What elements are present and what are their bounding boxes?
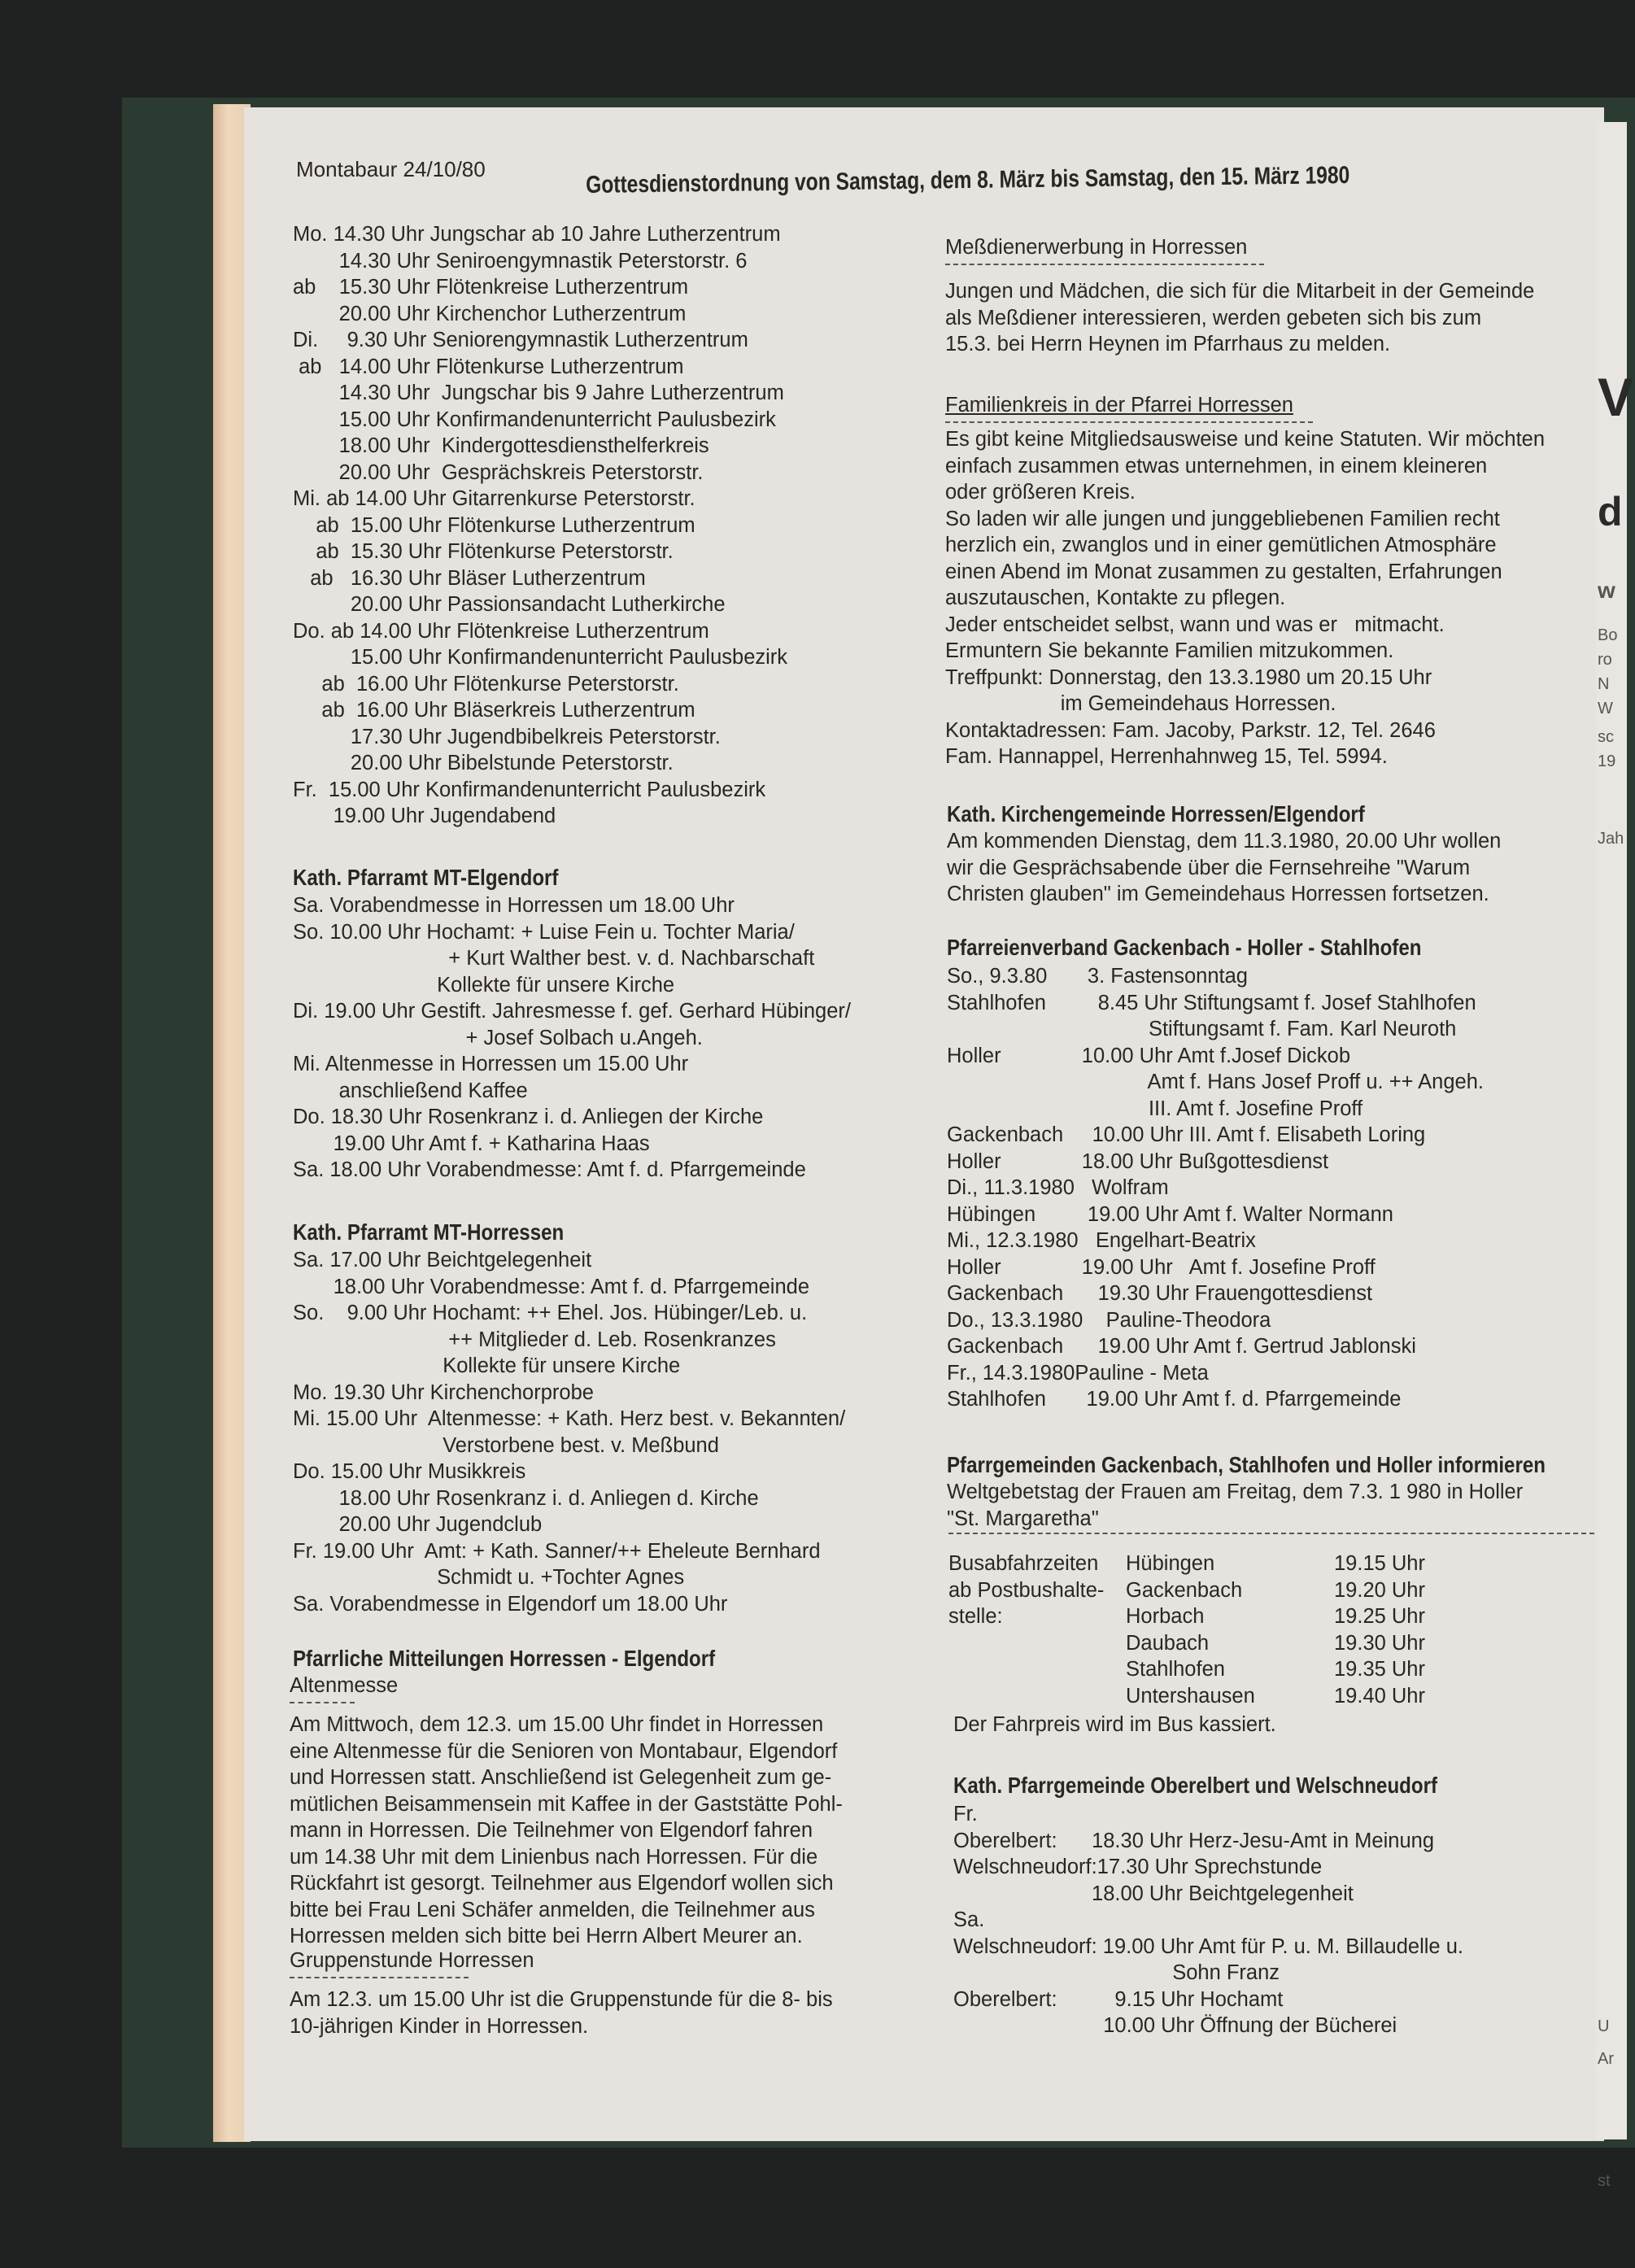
text-line: Daubach bbox=[1126, 1631, 1210, 1655]
text-line: Gackenbach 19.00 Uhr Amt f. Gertrud Jablonski bbox=[947, 1335, 1416, 1358]
text-line: So laden wir alle jungen und junggebliebenen Familien recht bbox=[945, 507, 1500, 530]
dashed-rule bbox=[945, 264, 1264, 265]
section-heading-horressen: Kath. Pfarramt MT-Horressen bbox=[293, 1219, 565, 1245]
text-line: einen Abend im Monat zusammen zu gestalten, Erfahrungen bbox=[945, 560, 1502, 583]
text-line: Gackenbach 10.00 Uhr III. Amt f. Elisabeth Loring bbox=[947, 1123, 1426, 1146]
text-line: 19.40 Uhr bbox=[1334, 1684, 1425, 1708]
text-line: Fr. 19.00 Uhr Amt: + Kath. Sanner/++ Eheleute Bernhard bbox=[293, 1539, 821, 1563]
text-line: Holler 19.00 Uhr Amt f. Josefine Proff bbox=[947, 1255, 1376, 1279]
text-line: ab 15.30 Uhr Flötenkurse Peterstorstr. bbox=[293, 540, 674, 563]
text-line: auszutauschen, Kontakte zu pflegen. bbox=[945, 587, 1286, 609]
familienkreis-text bbox=[945, 426, 1545, 770]
altenmesse-text bbox=[290, 1712, 843, 1950]
fragment-text: sc bbox=[1598, 728, 1614, 746]
text-line: Holler 18.00 Uhr Bußgottesdienst bbox=[947, 1149, 1329, 1173]
text-line: Mo. 14.30 Uhr Jungschar ab 10 Jahre Lutherzentrum bbox=[293, 223, 781, 246]
text-line: Sa. Vorabendmesse in Horressen um 18.00 Uhr bbox=[293, 894, 735, 917]
fragment-text: 19 bbox=[1598, 752, 1616, 770]
text-line: Verstorbene best. v. Meßbund bbox=[293, 1433, 719, 1457]
text-line: Sa. 17.00 Uhr Beichtgelegenheit bbox=[293, 1249, 592, 1271]
text-line: Untershausen bbox=[1126, 1684, 1255, 1708]
section-heading-messdiener: Meßdienerwerbung in Horressen bbox=[945, 236, 1248, 259]
elgendorf-schedule bbox=[293, 892, 851, 1184]
text-line: oder größeren Kreis. bbox=[945, 481, 1136, 504]
section-heading-kirchengemeinde: Kath. Kirchengemeinde Horressen/Elgendorf bbox=[947, 801, 1365, 827]
fragment-text: Bo bbox=[1598, 626, 1618, 644]
archive-stamp: Montabaur 24/10/80 bbox=[296, 157, 486, 181]
messdiener-text bbox=[945, 278, 1534, 358]
text-line: ab Postbushalte- bbox=[948, 1578, 1105, 1602]
text-line: Es gibt keine Mitgliedsausweise und keine Statuten. Wir möchten bbox=[945, 428, 1546, 451]
text-line: 19.00 Uhr Amt f. + Katharina Haas bbox=[293, 1132, 650, 1155]
text-line: Schmidt u. +Tochter Agnes bbox=[293, 1566, 685, 1589]
text-line: 19.35 Uhr bbox=[1334, 1658, 1425, 1681]
text-line: 20.00 Uhr Bibelstunde Peterstorstr. bbox=[293, 752, 674, 774]
text-line: 20.00 Uhr Passionsandacht Lutherkirche bbox=[293, 593, 726, 616]
text-line: 19.25 Uhr bbox=[1334, 1605, 1425, 1628]
text-line: mann in Horressen. Die Teilnehmer von Elgendorf fahren bbox=[290, 1819, 813, 1842]
text-line: Welschneudorf: 19.00 Uhr Amt für P. u. M. Billaudelle u. bbox=[953, 1934, 1463, 1958]
text-line: im Gemeindehaus Horressen. bbox=[945, 692, 1336, 715]
text-line: Hübingen bbox=[1126, 1552, 1215, 1575]
text-line: Rückfahrt ist gesorgt. Teilnehmer aus Elgendorf wollen sich bbox=[290, 1872, 834, 1895]
text-line: Do. 15.00 Uhr Musikkreis bbox=[293, 1460, 526, 1483]
text-line: 18.00 Uhr Rosenkranz i. d. Anliegen d. Kirche bbox=[293, 1486, 759, 1510]
text-line: 14.30 Uhr Seniroengymnastik Peterstorstr. 6 bbox=[293, 249, 748, 273]
dashed-rule bbox=[290, 1702, 355, 1703]
text-line: 20.00 Uhr Gesprächskreis Peterstorstr. bbox=[293, 460, 704, 484]
text-line: 20.00 Uhr Jugendclub bbox=[293, 1513, 543, 1536]
text-line: Kollekte für unsere Kirche bbox=[293, 1354, 681, 1377]
text-line: So. 9.00 Uhr Hochamt: ++ Ehel. Jos. Hübinger/Leb. u. bbox=[293, 1302, 808, 1324]
text-line: III. Amt f. Josefine Proff bbox=[947, 1097, 1363, 1120]
horressen-schedule bbox=[293, 1247, 845, 1617]
text-line: wir die Gesprächsabende über die Fernsehreihe "Warum bbox=[947, 856, 1471, 879]
text-line: anschließend Kaffee bbox=[293, 1079, 528, 1102]
fragment-text: Ar bbox=[1598, 2050, 1614, 2068]
text-line: Stiftungsamt f. Fam. Karl Neuroth bbox=[947, 1018, 1457, 1040]
text-line: Hübingen 19.00 Uhr Amt f. Walter Normann bbox=[947, 1202, 1393, 1226]
fragment-text: N bbox=[1598, 675, 1610, 693]
dashed-rule bbox=[945, 421, 1313, 423]
text-line: 19.20 Uhr bbox=[1334, 1578, 1425, 1602]
text-line: ++ Mitglieder d. Leb. Rosenkranzes bbox=[293, 1328, 776, 1351]
text-line: Mi., 12.3.1980 Engelhart-Beatrix bbox=[947, 1229, 1256, 1252]
text-line: mütlichen Beisammensein mit Kaffee in der Gaststätte Pohl- bbox=[290, 1792, 843, 1816]
gruppenstunde-text bbox=[290, 1987, 833, 2039]
verband-schedule bbox=[947, 963, 1484, 1413]
text-line: Am Mittwoch, dem 12.3. um 15.00 Uhr findet in Horressen bbox=[290, 1713, 824, 1736]
text-line: Gackenbach bbox=[1126, 1578, 1243, 1602]
fragment-text: W bbox=[1598, 700, 1613, 717]
text-line: Jeder entscheidet selbst, wann und was er mitmacht. bbox=[945, 613, 1445, 636]
text-line: Kollekte für unsere Kirche bbox=[293, 973, 675, 997]
text-line: Holler 10.00 Uhr Amt f.Josef Dickob bbox=[947, 1044, 1351, 1067]
text-line: ab 15.00 Uhr Flötenkurse Lutherzentrum bbox=[293, 513, 695, 537]
text-line: als Meßdiener interessieren, werden gebeten sich bis zum bbox=[945, 306, 1482, 329]
text-line: 19.30 Uhr bbox=[1334, 1631, 1425, 1655]
text-line: ab 15.30 Uhr Flötenkreise Lutherzentrum bbox=[293, 276, 689, 299]
fare-note: Der Fahrpreis wird im Bus kassiert. bbox=[953, 1713, 1276, 1736]
text-line: 18.00 Uhr Vorabendmesse: Amt f. d. Pfarrgemeinde bbox=[293, 1275, 809, 1298]
subheading-gruppenstunde: Gruppenstunde Horressen bbox=[290, 1949, 534, 1972]
bus-places bbox=[1126, 1551, 1255, 1709]
text-line: 15.3. bei Herrn Heynen im Pfarrhaus zu melden. bbox=[945, 333, 1391, 355]
text-line: + Josef Solbach u.Angeh. bbox=[293, 1026, 703, 1049]
text-line: Mi. 15.00 Uhr Altenmesse: + Kath. Herz best. v. Bekannten/ bbox=[293, 1407, 846, 1430]
text-line: Stahlhofen bbox=[1126, 1658, 1225, 1681]
text-line: Sohn Franz bbox=[953, 1961, 1280, 1984]
text-line: 15.00 Uhr Konfirmandenunterricht Paulusbezirk bbox=[293, 646, 788, 669]
text-line: Christen glauben" im Gemeindehaus Horressen fortsetzen. bbox=[947, 883, 1489, 905]
text-line: "St. Margaretha" bbox=[947, 1507, 1099, 1530]
text-line: 20.00 Uhr Kirchenchor Lutherzentrum bbox=[293, 302, 687, 325]
text-line: 19.15 Uhr bbox=[1334, 1552, 1425, 1575]
weltgebetstag-text bbox=[947, 1479, 1523, 1532]
text-line: Di., 11.3.1980 Wolfram bbox=[947, 1176, 1169, 1199]
fragment-letter: V bbox=[1598, 367, 1634, 427]
fragment-text: ro bbox=[1598, 651, 1612, 669]
bus-times bbox=[1334, 1551, 1425, 1709]
text-line: Di. 9.30 Uhr Seniorengymnastik Lutherzentrum bbox=[293, 329, 748, 351]
text-line: Ermuntern Sie bekannte Familien mitzukommen. bbox=[945, 639, 1394, 662]
text-line: 18.00 Uhr Beichtgelegenheit bbox=[953, 1882, 1354, 1905]
text-line: um 14.38 Uhr mit dem Linienbus nach Horressen. Für die bbox=[290, 1845, 818, 1869]
fragment-letter: d bbox=[1598, 489, 1623, 534]
section-heading-familienkreis: Familienkreis in der Pfarrei Horressen bbox=[945, 394, 1293, 417]
text-line: stelle: bbox=[948, 1605, 1003, 1628]
text-line: Weltgebetstag der Frauen am Freitag, dem 7.3. 1 980 in Holler bbox=[947, 1481, 1524, 1503]
bus-label bbox=[948, 1551, 1104, 1630]
text-line: Stahlhofen 19.00 Uhr Amt f. d. Pfarrgemeinde bbox=[947, 1388, 1402, 1411]
text-line: Am 12.3. um 15.00 Uhr ist die Gruppenstunde für die 8- bis bbox=[290, 1988, 833, 2011]
fragment-text: Jah bbox=[1598, 830, 1624, 848]
text-line: bitte bei Frau Leni Schäfer anmelden, die Teilnehmer aus bbox=[290, 1898, 815, 1921]
fragment-text: U bbox=[1598, 2017, 1610, 2035]
text-line: Do. ab 14.00 Uhr Flötenkreise Lutherzentrum bbox=[293, 619, 709, 643]
text-line: ab 16.30 Uhr Bläser Lutherzentrum bbox=[293, 566, 646, 590]
text-line: Horressen melden sich bitte bei Herrn Albert Meurer an. bbox=[290, 1925, 803, 1947]
text-line: Fr. bbox=[953, 1803, 978, 1825]
text-line: Fr., 14.3.1980Pauline - Meta bbox=[947, 1361, 1209, 1385]
text-line: ab 16.00 Uhr Flötenkurse Peterstorstr. bbox=[293, 672, 679, 696]
text-line: Mi. Altenmesse in Horressen um 15.00 Uhr bbox=[293, 1053, 689, 1075]
text-line: 10-jährigen Kinder in Horressen. bbox=[290, 2014, 589, 2038]
text-line: Sa. Vorabendmesse in Elgendorf um 18.00 Uhr bbox=[293, 1592, 728, 1616]
text-line: Sa. 18.00 Uhr Vorabendmesse: Amt f. d. Pfarrgemeinde bbox=[293, 1158, 806, 1181]
text-line: 10.00 Uhr Öffnung der Bücherei bbox=[953, 2014, 1397, 2037]
section-heading-mitteilungen: Pfarrliche Mitteilungen Horressen - Elgendorf bbox=[293, 1646, 716, 1671]
text-line: Do., 13.3.1980 Pauline-Theodora bbox=[947, 1308, 1271, 1332]
fragment-text: w bbox=[1598, 578, 1615, 603]
text-line: Sa. bbox=[953, 1908, 985, 1931]
text-line: 17.30 Uhr Jugendbibelkreis Peterstorstr. bbox=[293, 725, 721, 748]
oberelbert-schedule bbox=[953, 1801, 1463, 2039]
text-line: ab 14.00 Uhr Flötenkurse Lutherzentrum bbox=[293, 355, 684, 378]
text-line: einfach zusammen etwas unternehmen, in einem kleineren bbox=[945, 454, 1488, 478]
text-line: So. 10.00 Uhr Hochamt: + Luise Fein u. Tochter Maria/ bbox=[293, 920, 795, 944]
text-line: Treffpunkt: Donnerstag, den 13.3.1980 um 20.15 Uhr bbox=[945, 665, 1432, 689]
text-line: Amt f. Hans Josef Proff u. ++ Angeh. bbox=[947, 1071, 1484, 1093]
text-line: Do. 18.30 Uhr Rosenkranz i. d. Anliegen der Kirche bbox=[293, 1106, 764, 1128]
text-line: So., 9.3.80 3. Fastensonntag bbox=[947, 965, 1248, 988]
text-line: Am kommenden Dienstag, dem 11.3.1980, 20.00 Uhr wollen bbox=[947, 830, 1502, 853]
section-heading-elgendorf: Kath. Pfarramt MT-Elgendorf bbox=[293, 865, 559, 890]
text-line: herzlich ein, zwanglos und in einer gemütlichen Atmosphäre bbox=[945, 534, 1497, 556]
weekly-schedule bbox=[293, 221, 787, 830]
text-line: 15.00 Uhr Konfirmandenunterricht Paulusbezirk bbox=[293, 408, 776, 431]
text-line: Welschneudorf:17.30 Uhr Sprechstunde bbox=[953, 1856, 1323, 1878]
text-line: Fr. 15.00 Uhr Konfirmandenunterricht Paulusbezirk bbox=[293, 778, 766, 801]
text-line: 19.00 Uhr Jugendabend bbox=[293, 805, 556, 827]
text-line: Gackenbach 19.30 Uhr Frauengottesdienst bbox=[947, 1282, 1373, 1305]
text-line: Oberelbert: 9.15 Uhr Hochamt bbox=[953, 1987, 1284, 2011]
adjacent-page-fragment bbox=[1596, 122, 1634, 2190]
text-line: 14.30 Uhr Jungschar bis 9 Jahre Lutherzentrum bbox=[293, 382, 784, 404]
text-line: Oberelbert: 18.30 Uhr Herz-Jesu-Amt in Meinung bbox=[953, 1829, 1434, 1852]
text-line: Kontaktadressen: Fam. Jacoby, Parkstr. 12, Tel. 2646 bbox=[945, 718, 1436, 742]
section-heading-verband: Pfarreienverband Gackenbach - Holler - Stahlhofen bbox=[947, 935, 1422, 960]
dashed-rule bbox=[290, 1977, 469, 1978]
text-line: Stahlhofen 8.45 Uhr Stiftungsamt f. Josef Stahlhofen bbox=[947, 991, 1476, 1014]
subheading-altenmesse: Altenmesse bbox=[290, 1674, 399, 1697]
text-line: ab 16.00 Uhr Bläserkreis Lutherzentrum bbox=[293, 699, 695, 722]
text-line: Busabfahrzeiten bbox=[948, 1552, 1099, 1575]
text-line: Di. 19.00 Uhr Gestift. Jahresmesse f. gef. Gerhard Hübinger/ bbox=[293, 1000, 851, 1023]
fragment-text: st bbox=[1598, 2172, 1611, 2190]
page-title: Gottesdienstordnung von Samstag, dem 8. März bis Samstag, den 15. März 1980 bbox=[585, 162, 1350, 198]
text-line: eine Altenmesse für die Senioren von Montabaur, Elgendorf bbox=[290, 1739, 838, 1763]
text-line: Fam. Hannappel, Herrenhahnweg 15, Tel. 5994. bbox=[945, 745, 1388, 768]
dashed-rule bbox=[948, 1533, 1594, 1534]
kirchengemeinde-text bbox=[947, 828, 1501, 908]
text-line: Mi. ab 14.00 Uhr Gitarrenkurse Peterstorstr. bbox=[293, 487, 695, 510]
section-heading-oberelbert: Kath. Pfarrgemeinde Oberelbert und Welschneudorf bbox=[953, 1773, 1437, 1798]
text-line: und Horressen statt. Anschließend ist Gelegenheit zum ge- bbox=[290, 1766, 832, 1789]
text-line: Horbach bbox=[1126, 1605, 1205, 1628]
text-line: 18.00 Uhr Kindergottesdiensthelferkreis bbox=[293, 434, 709, 457]
text-line: Mo. 19.30 Uhr Kirchenchorprobe bbox=[293, 1380, 594, 1404]
text-line: Jungen und Mädchen, die sich für die Mitarbeit in der Gemeinde bbox=[945, 280, 1535, 303]
text-line: + Kurt Walther best. v. d. Nachbarschaft bbox=[293, 947, 815, 970]
document-page bbox=[244, 107, 1604, 2141]
section-heading-pfarrgemeinden: Pfarrgemeinden Gackenbach, Stahlhofen und Holler informieren bbox=[947, 1452, 1546, 1477]
